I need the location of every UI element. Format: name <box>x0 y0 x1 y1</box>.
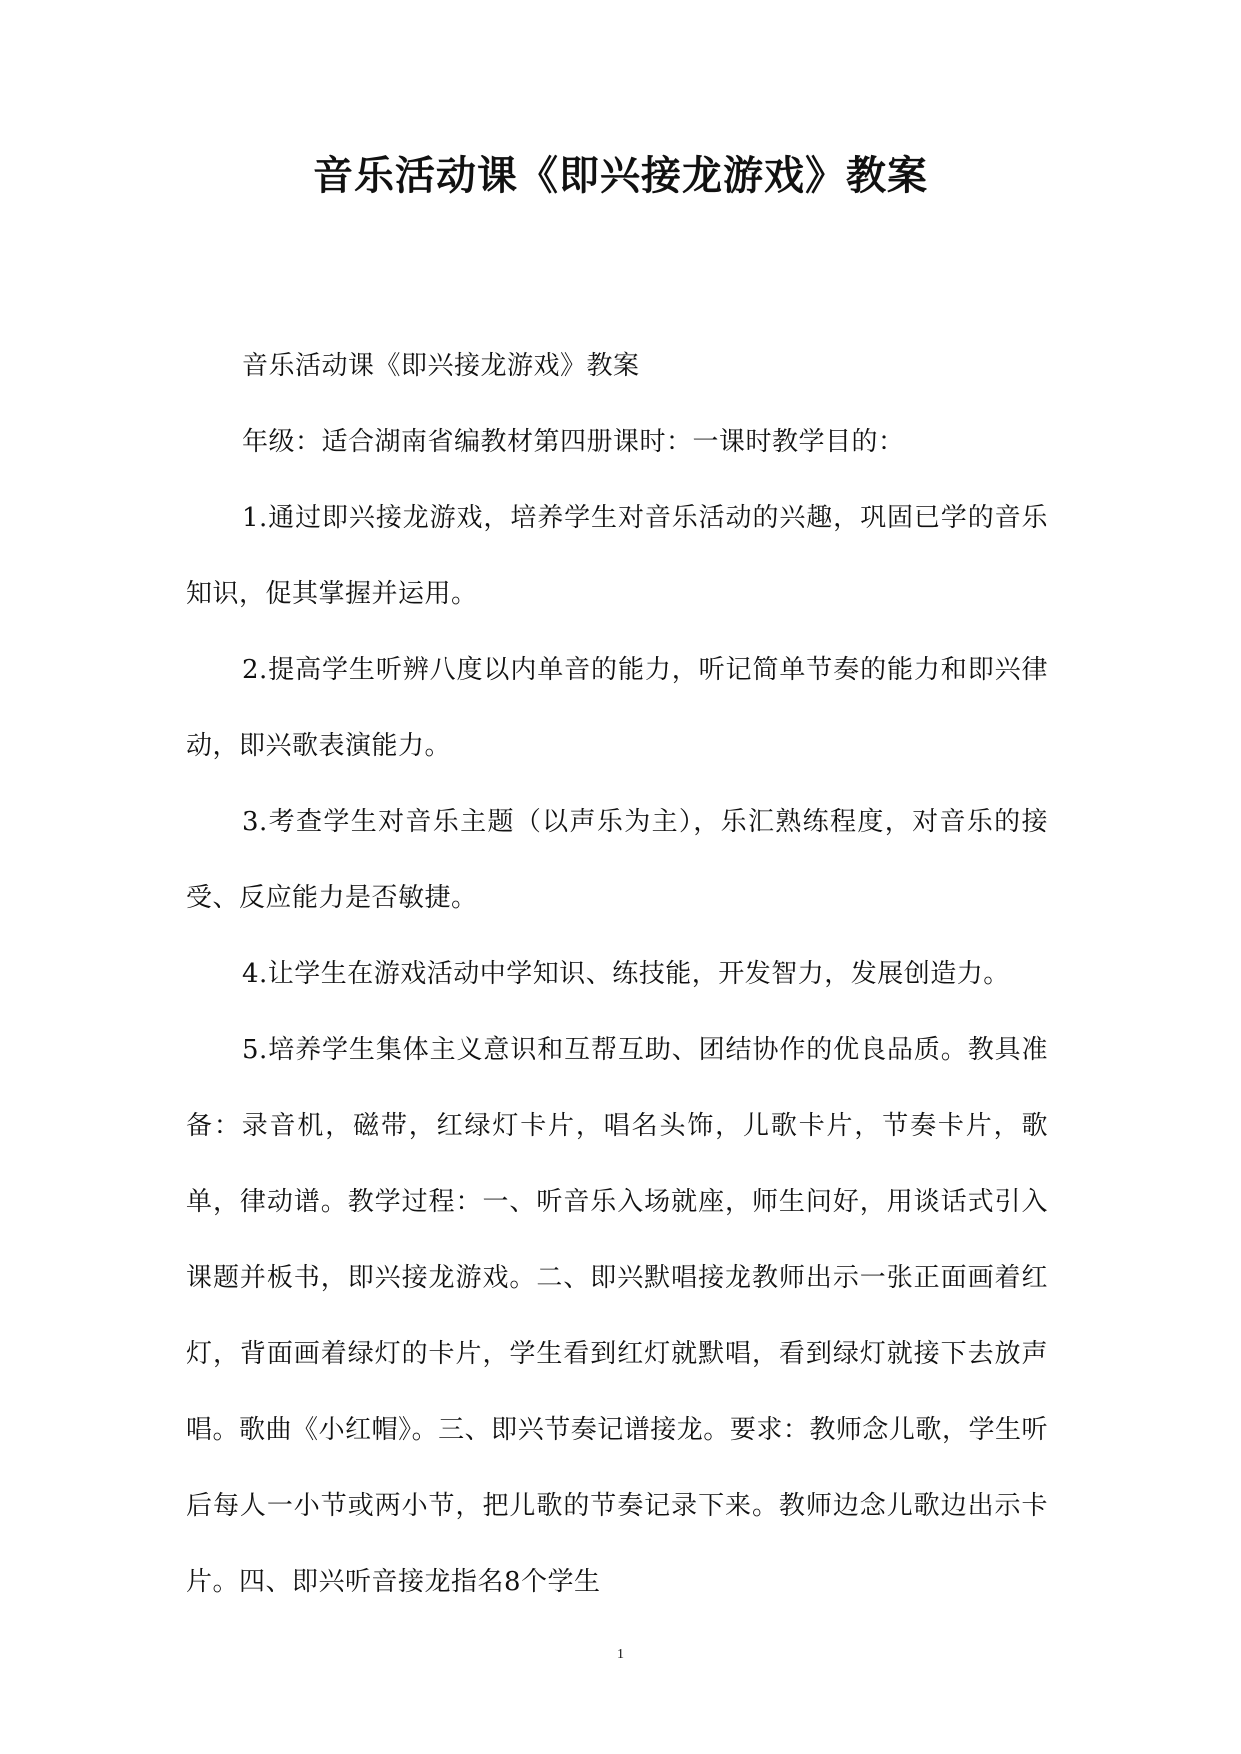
paragraph-grade-info: 年级：适合湖南省编教材第四册课时：一课时教学目的： <box>242 427 905 457</box>
paragraph-objective-2: 2.提高学生听辨八度以内单音的能力，听记简单节奏的能力和即兴律动，即兴歌表演能力。 <box>186 655 1048 761</box>
paragraph-heading-repeat: 音乐活动课《即兴接龙游戏》教案 <box>242 351 640 381</box>
paragraph-objective-5-and-process: 5.培养学生集体主义意识和互帮互助、团结协作的优良品质。教具准备：录音机，磁带，红绿灯卡片，唱名头饰，儿歌卡片，节奏卡片，歌单，律动谱。教学过程：一、听音乐入场就座，师生问好，用谈话式引入课题并板书，即兴接龙游戏。二、即兴默唱接龙教师出示一张正面画着红灯，背面画着绿灯的卡片，学生看到红灯就默唱，看到绿灯就接下去放声唱。歌曲《小红帽》。三、即兴节奏记谱接龙。要求：教师念儿歌，学生听后每人一小节或两小节，把儿歌的节奏记录下来。教师边念儿歌边出示卡片。四、即兴听音接龙指名8个学生 <box>186 1035 1048 1597</box>
page-number: 1 <box>617 1647 624 1662</box>
paragraph-objective-4: 4.让学生在游戏活动中学知识、练技能，开发智力，发展创造力。 <box>242 959 1010 989</box>
paragraph-objective-3: 3.考查学生对音乐主题（以声乐为主），乐汇熟练程度，对音乐的接受、反应能力是否敏捷。 <box>186 807 1048 913</box>
document-body <box>186 328 1048 1620</box>
paragraph-objective-1: 1.通过即兴接龙游戏，培养学生对音乐活动的兴趣，巩固已学的音乐知识，促其掌握并运用。 <box>186 503 1048 609</box>
document-title: 音乐活动课《即兴接龙游戏》教案 <box>313 152 928 199</box>
